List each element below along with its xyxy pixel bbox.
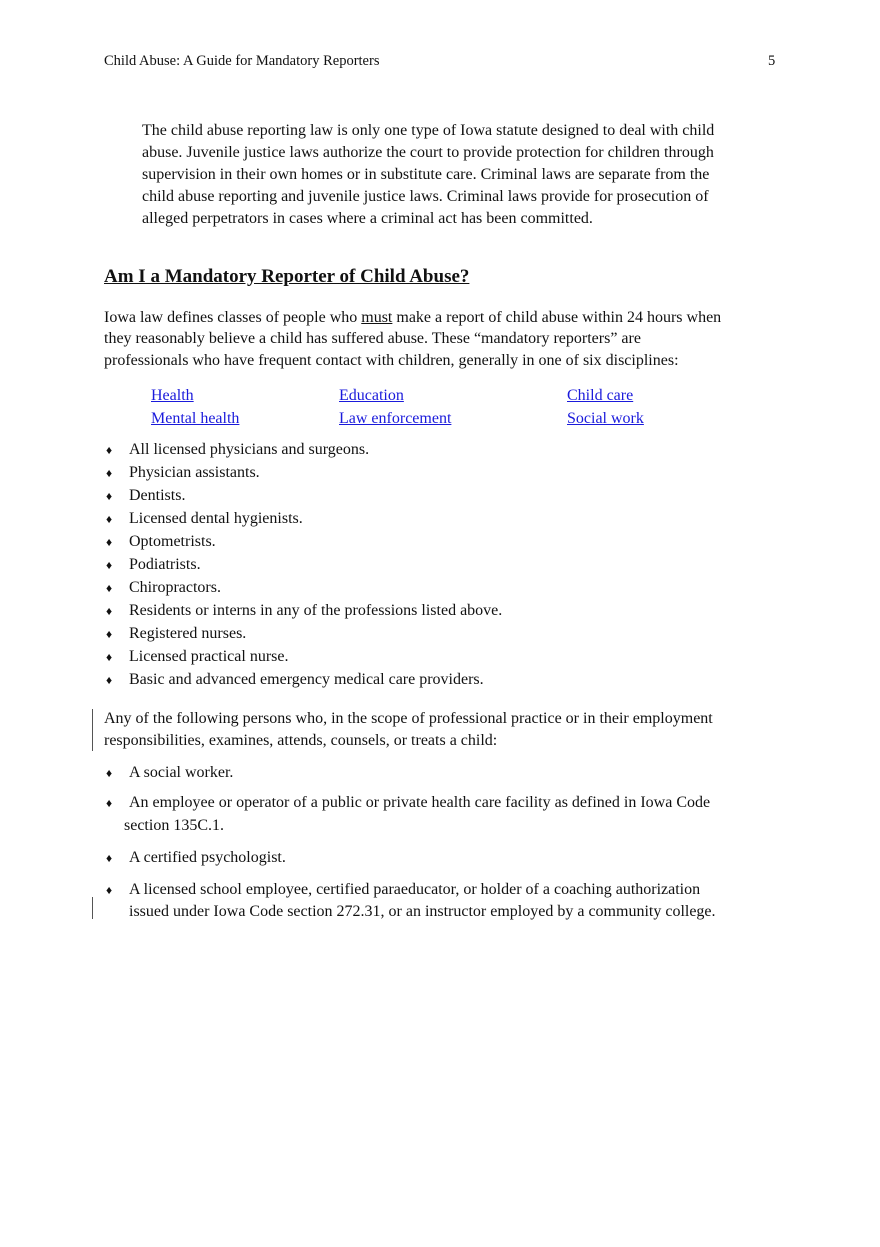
- list-item: A certified psychologist.: [129, 849, 286, 866]
- list-item: Licensed practical nurse.: [129, 648, 289, 665]
- bullet-icon: ♦: [106, 650, 113, 664]
- section-heading: Am I a Mandatory Reporter of Child Abuse?: [104, 266, 470, 287]
- list-item: A social worker.: [129, 764, 234, 781]
- bullet-icon: ♦: [106, 466, 113, 480]
- bullet-icon: ♦: [106, 512, 113, 526]
- list-item: Physician assistants.: [129, 464, 260, 481]
- page-number: 5: [768, 53, 776, 69]
- para1-line: [104, 308, 721, 328]
- list-item: An employee or operator of a public or private health care facility as defined in Iowa Code: [129, 794, 711, 811]
- link-child-care[interactable]: Child care: [567, 387, 634, 404]
- bullet-icon: ♦: [106, 673, 113, 687]
- link-social-work[interactable]: Social work: [567, 410, 644, 427]
- bullet-icon: ♦: [106, 535, 113, 549]
- list-item: Podiatrists.: [129, 556, 201, 573]
- bullet-icon: ♦: [106, 851, 113, 865]
- change-bar: [92, 897, 93, 919]
- list-item: Dentists.: [129, 487, 186, 504]
- list-item: Licensed dental hygienists.: [129, 510, 303, 527]
- emphasis-must: must: [361, 309, 393, 326]
- text: make a report of child abuse within 24 hours when: [392, 309, 722, 326]
- bullet-icon: ♦: [106, 558, 113, 572]
- intro-line: alleged perpetrators in cases where a criminal act has been committed.: [142, 210, 593, 227]
- bullet-icon: ♦: [106, 581, 113, 595]
- list-item: Registered nurses.: [129, 625, 247, 642]
- link-mental-health[interactable]: Mental health: [151, 410, 240, 427]
- link-education[interactable]: Education: [339, 387, 404, 404]
- intro-line: child abuse reporting and juvenile justice laws. Criminal laws provide for prosecution of: [142, 188, 709, 205]
- list-item-cont: section 135C.1.: [124, 817, 224, 834]
- intro-line: The child abuse reporting law is only one type of Iowa statute designed to deal with child: [142, 122, 715, 139]
- bullet-icon: ♦: [106, 766, 113, 780]
- running-header-title: Child Abuse: A Guide for Mandatory Reporters: [104, 53, 380, 69]
- bullet-icon: ♦: [106, 883, 113, 897]
- intro-line: supervision in their own homes or in substitute care. Criminal laws are separate from the: [142, 166, 710, 183]
- bullet-icon: ♦: [106, 489, 113, 503]
- bullet-icon: ♦: [106, 443, 113, 457]
- para2-line: Any of the following persons who, in the scope of professional practice or in their employment: [104, 710, 713, 727]
- bullet-icon: ♦: [106, 796, 113, 810]
- link-health[interactable]: Health: [151, 387, 194, 404]
- para2-line: responsibilities, examines, attends, counsels, or treats a child:: [104, 732, 498, 749]
- link-law-enforcement[interactable]: Law enforcement: [339, 410, 452, 427]
- list-item: Optometrists.: [129, 533, 216, 550]
- list-item: Basic and advanced emergency medical care providers.: [129, 671, 484, 688]
- text: Iowa law defines classes of people who: [104, 309, 362, 326]
- list-item-cont: issued under Iowa Code section 272.31, or an instructor employed by a community college.: [129, 903, 716, 920]
- list-item: Chiropractors.: [129, 579, 221, 596]
- intro-line: abuse. Juvenile justice laws authorize the court to provide protection for children through: [142, 144, 714, 161]
- bullet-icon: ♦: [106, 627, 113, 641]
- para1-line: professionals who have frequent contact with children, generally in one of six disciplines:: [104, 352, 679, 369]
- para1-line: they reasonably believe a child has suffered abuse. These “mandatory reporters” are: [104, 330, 641, 347]
- bullet-icon: ♦: [106, 604, 113, 618]
- list-item: A licensed school employee, certified paraeducator, or holder of a coaching authorization: [129, 881, 701, 898]
- list-item: All licensed physicians and surgeons.: [129, 441, 370, 458]
- list-item: Residents or interns in any of the professions listed above.: [129, 602, 503, 619]
- change-bar: [92, 709, 93, 751]
